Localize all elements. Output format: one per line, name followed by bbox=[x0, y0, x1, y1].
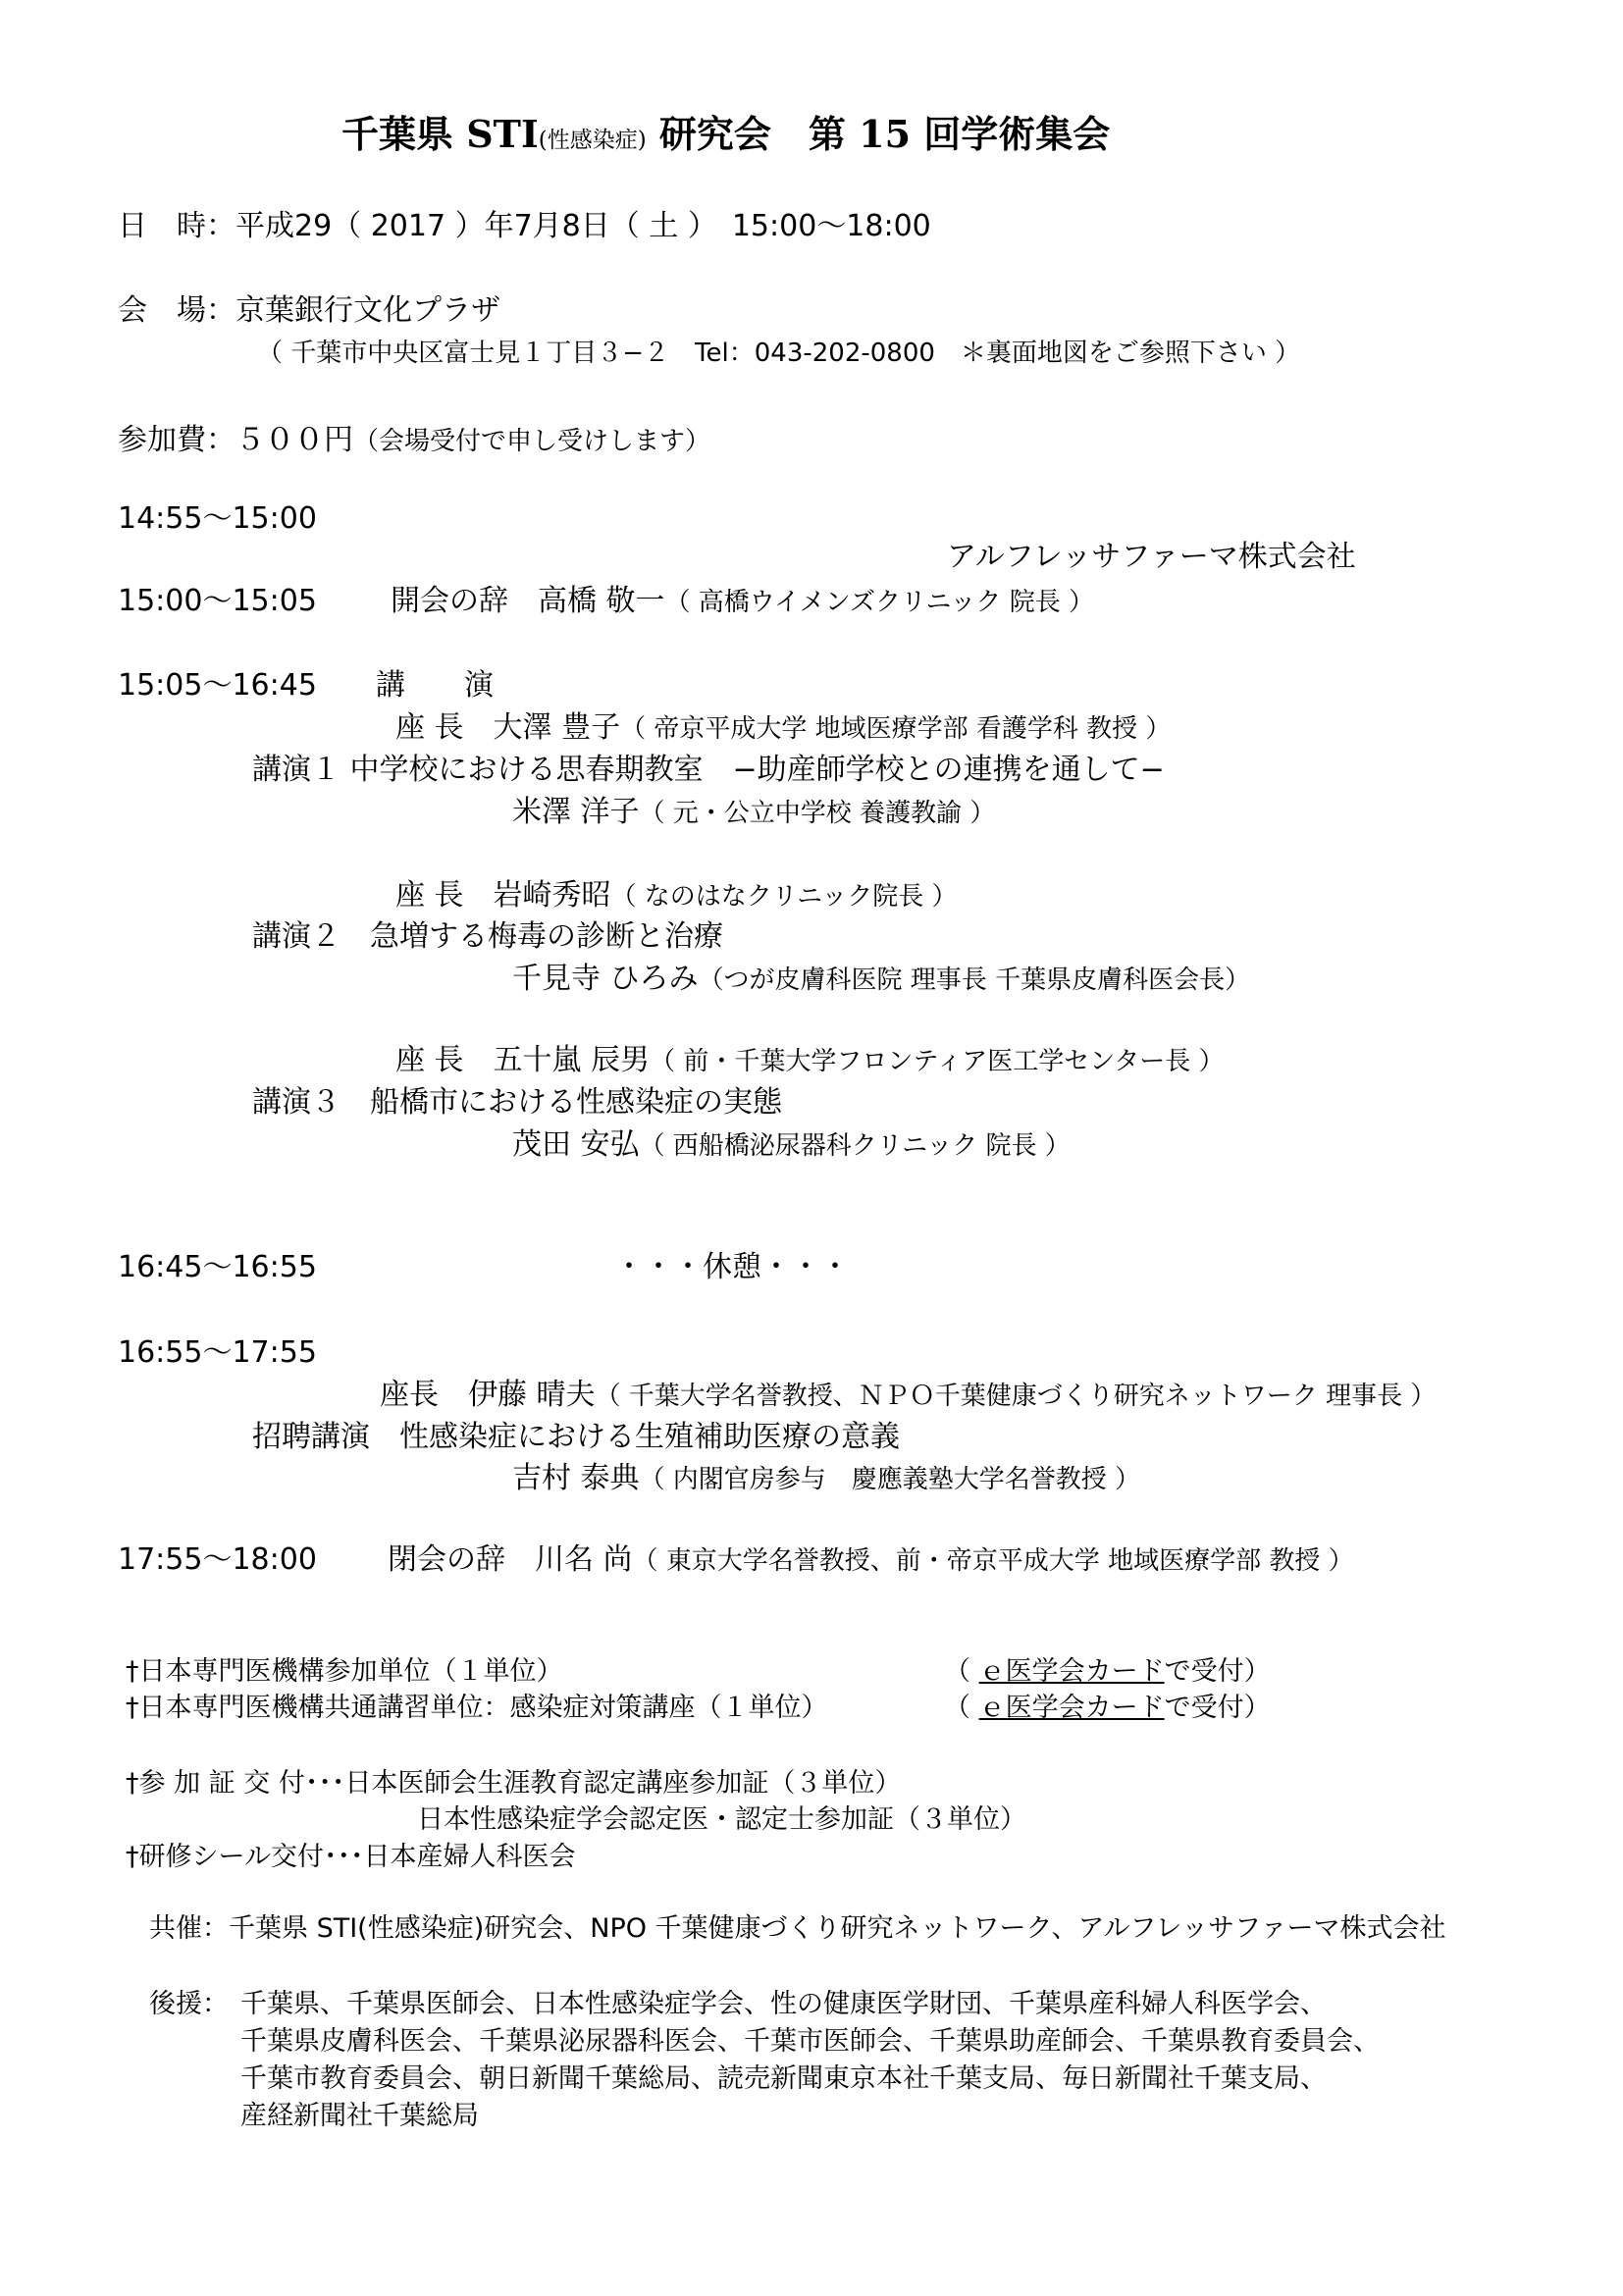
datetime-value: 平成29（ 2017 ）年7月8日（ 土 ） 15:00～18:00 bbox=[236, 209, 931, 243]
chair-4-row bbox=[380, 1378, 1437, 1412]
datetime-row bbox=[118, 209, 931, 243]
closing-time: 17:55～18:00 bbox=[118, 1542, 317, 1577]
invited-time: 16:55～17:55 bbox=[118, 1335, 317, 1370]
speaker-4-note: （ 内閣官房参与 慶應義塾大学名誉教授 ） bbox=[639, 1465, 1141, 1494]
credit-2-close: で受付） bbox=[1164, 1693, 1271, 1723]
speaker-1-note: （ 元・公立中学校 養護教諭 ） bbox=[639, 799, 996, 828]
lecture-time: 15:05～16:45 bbox=[118, 668, 317, 703]
credit-2-method bbox=[944, 1695, 1271, 1721]
page-title bbox=[341, 112, 1111, 156]
closing-text: 閉会の辞 川名 尚 bbox=[388, 1542, 633, 1577]
speaker-4: 吉村 泰典 bbox=[512, 1461, 640, 1495]
speaker-3-note: （ 西船橋泌尿器科クリニック 院長 ） bbox=[639, 1131, 1071, 1161]
opening-address-note: （ 高橋ウイメンズクリニック 院長 ） bbox=[664, 588, 1094, 617]
chair-1: 座 長 大澤 豊子 bbox=[395, 710, 621, 745]
speaker-3-row bbox=[512, 1127, 1071, 1162]
support-line-2: 千葉県皮膚科医会、千葉県泌尿器科医会、千葉市医師会、千葉県助産師会、千葉県教育委員会、 bbox=[240, 2026, 1380, 2057]
title-part1: 千葉県 STI bbox=[341, 112, 539, 156]
opening-time: 14:55～15:00 bbox=[118, 501, 317, 536]
support-line-4: 産経新聞社千葉総局 bbox=[240, 2101, 479, 2131]
sponsor-company: アルフレッサファーマ株式会社 bbox=[947, 540, 1356, 574]
speaker-1: 米澤 洋子 bbox=[512, 795, 640, 829]
title-part2: (性感染症) bbox=[538, 128, 647, 153]
chair-2-note: （ なのはなクリニック院長 ） bbox=[610, 882, 958, 912]
closing-note: （ 東京大学名誉教授、前・帝京平成大学 地域医療学部 教授 ） bbox=[632, 1546, 1354, 1576]
fee-row bbox=[118, 423, 711, 457]
lecture-3-title: 講演３ 船橋市における性感染症の実態 bbox=[252, 1085, 782, 1120]
lecture-label: 講 演 bbox=[376, 668, 494, 703]
invited-lecture-title: 招聘講演 性感染症における生殖補助医療の意義 bbox=[252, 1420, 900, 1454]
speaker-2-note: （つが皮膚科医院 理事長 千葉県皮膚科医会長） bbox=[698, 965, 1251, 995]
chair-3: 座 長 五十嵐 辰男 bbox=[395, 1043, 651, 1077]
venue-row bbox=[118, 293, 500, 328]
credit-1-open: （ bbox=[944, 1656, 979, 1687]
e-card-link-2: ｅ医学会カード bbox=[978, 1693, 1165, 1723]
credit-4: 日本性感染症学会認定医・認定士参加証（３単位） bbox=[417, 1804, 1026, 1835]
support-label: 後援： bbox=[149, 1989, 229, 2019]
break-text: ・・・休憩・・・ bbox=[614, 1250, 850, 1284]
opening-address-time: 15:00～15:05 bbox=[118, 584, 317, 618]
fee-value: ５００円 bbox=[236, 423, 353, 457]
chair-1-note: （ 帝京平成大学 地域医療学部 看護学科 教授 ） bbox=[620, 714, 1172, 744]
datetime-label: 日 時： bbox=[118, 209, 236, 243]
chair-4: 座長 伊藤 晴夫 bbox=[380, 1378, 596, 1412]
credit-1: †日本専門医機構参加単位（１単位） bbox=[126, 1656, 563, 1687]
chair-1-row bbox=[395, 710, 1172, 745]
venue-address: （ 千葉市中央区富士見１丁目３−２ Tel：043-202-0800 ＊裏面地図をご参照下さい ） bbox=[257, 339, 1301, 368]
chair-4-note: （ 千葉大学名誉教授、ＮＰＯ千葉健康づくり研究ネットワーク 理事長 ） bbox=[595, 1382, 1437, 1411]
support-line-3: 千葉市教育委員会、朝日新聞千葉総局、読売新聞東京本社千葉支局、毎日新聞社千葉支局、 bbox=[240, 2063, 1327, 2094]
speaker-4-row bbox=[512, 1461, 1141, 1495]
cohost-row bbox=[149, 1915, 1446, 1942]
support-line-1: 千葉県、千葉県医師会、日本性感染症学会、性の健康医学財団、千葉県産科婦人科医学会、 bbox=[240, 1989, 1327, 2019]
fee-label: 参加費： bbox=[118, 423, 236, 457]
cohost-label: 共催： bbox=[149, 1913, 229, 1944]
credit-3: †参 加 証 交 付･･･日本医師会生涯教育認定講座参加証（３単位） bbox=[126, 1768, 902, 1799]
speaker-2: 千見寺 ひろみ bbox=[512, 962, 699, 996]
credit-1-close: で受付） bbox=[1164, 1656, 1271, 1687]
lecture-2-title: 講演２ 急増する梅毒の診断と治療 bbox=[252, 919, 723, 954]
credit-5: †研修シール交付･･･日本産婦人科医会 bbox=[126, 1842, 576, 1872]
speaker-1-row bbox=[512, 795, 996, 829]
speaker-2-row bbox=[512, 962, 1251, 996]
credit-2: †日本専門医機構共通講習単位：感染症対策講座（１単位） bbox=[126, 1693, 828, 1723]
chair-3-note: （ 前・千葉大学フロンティア医工学センター長 ） bbox=[650, 1047, 1225, 1076]
venue-label: 会 場： bbox=[118, 293, 236, 328]
lecture-1-title: 講演１ 中学校における思春期教室 −助産師学校との連携を通して− bbox=[252, 753, 1165, 787]
closing-row bbox=[388, 1542, 1354, 1577]
credit-2-open: （ bbox=[944, 1693, 979, 1723]
venue-name: 京葉銀行文化プラザ bbox=[236, 293, 500, 328]
speaker-3: 茂田 安弘 bbox=[512, 1127, 640, 1162]
e-card-link-1: ｅ医学会カード bbox=[978, 1656, 1165, 1687]
opening-address-row bbox=[391, 584, 1094, 618]
break-time: 16:45～16:55 bbox=[118, 1250, 317, 1284]
fee-note: （会場受付で申し受けします） bbox=[353, 427, 711, 456]
title-part3: 研究会 第 15 回学術集会 bbox=[646, 112, 1111, 156]
credit-1-method bbox=[944, 1658, 1271, 1685]
chair-3-row bbox=[395, 1043, 1225, 1077]
cohost-text: 千葉県 STI(性感染症)研究会、NPO 千葉健康づくり研究ネットワーク、アルフレッサファーマ株式会社 bbox=[229, 1913, 1446, 1944]
chair-2-row bbox=[395, 878, 958, 913]
chair-2: 座 長 岩崎秀昭 bbox=[395, 878, 611, 913]
opening-address-text: 開会の辞 高橋 敬一 bbox=[391, 584, 665, 618]
